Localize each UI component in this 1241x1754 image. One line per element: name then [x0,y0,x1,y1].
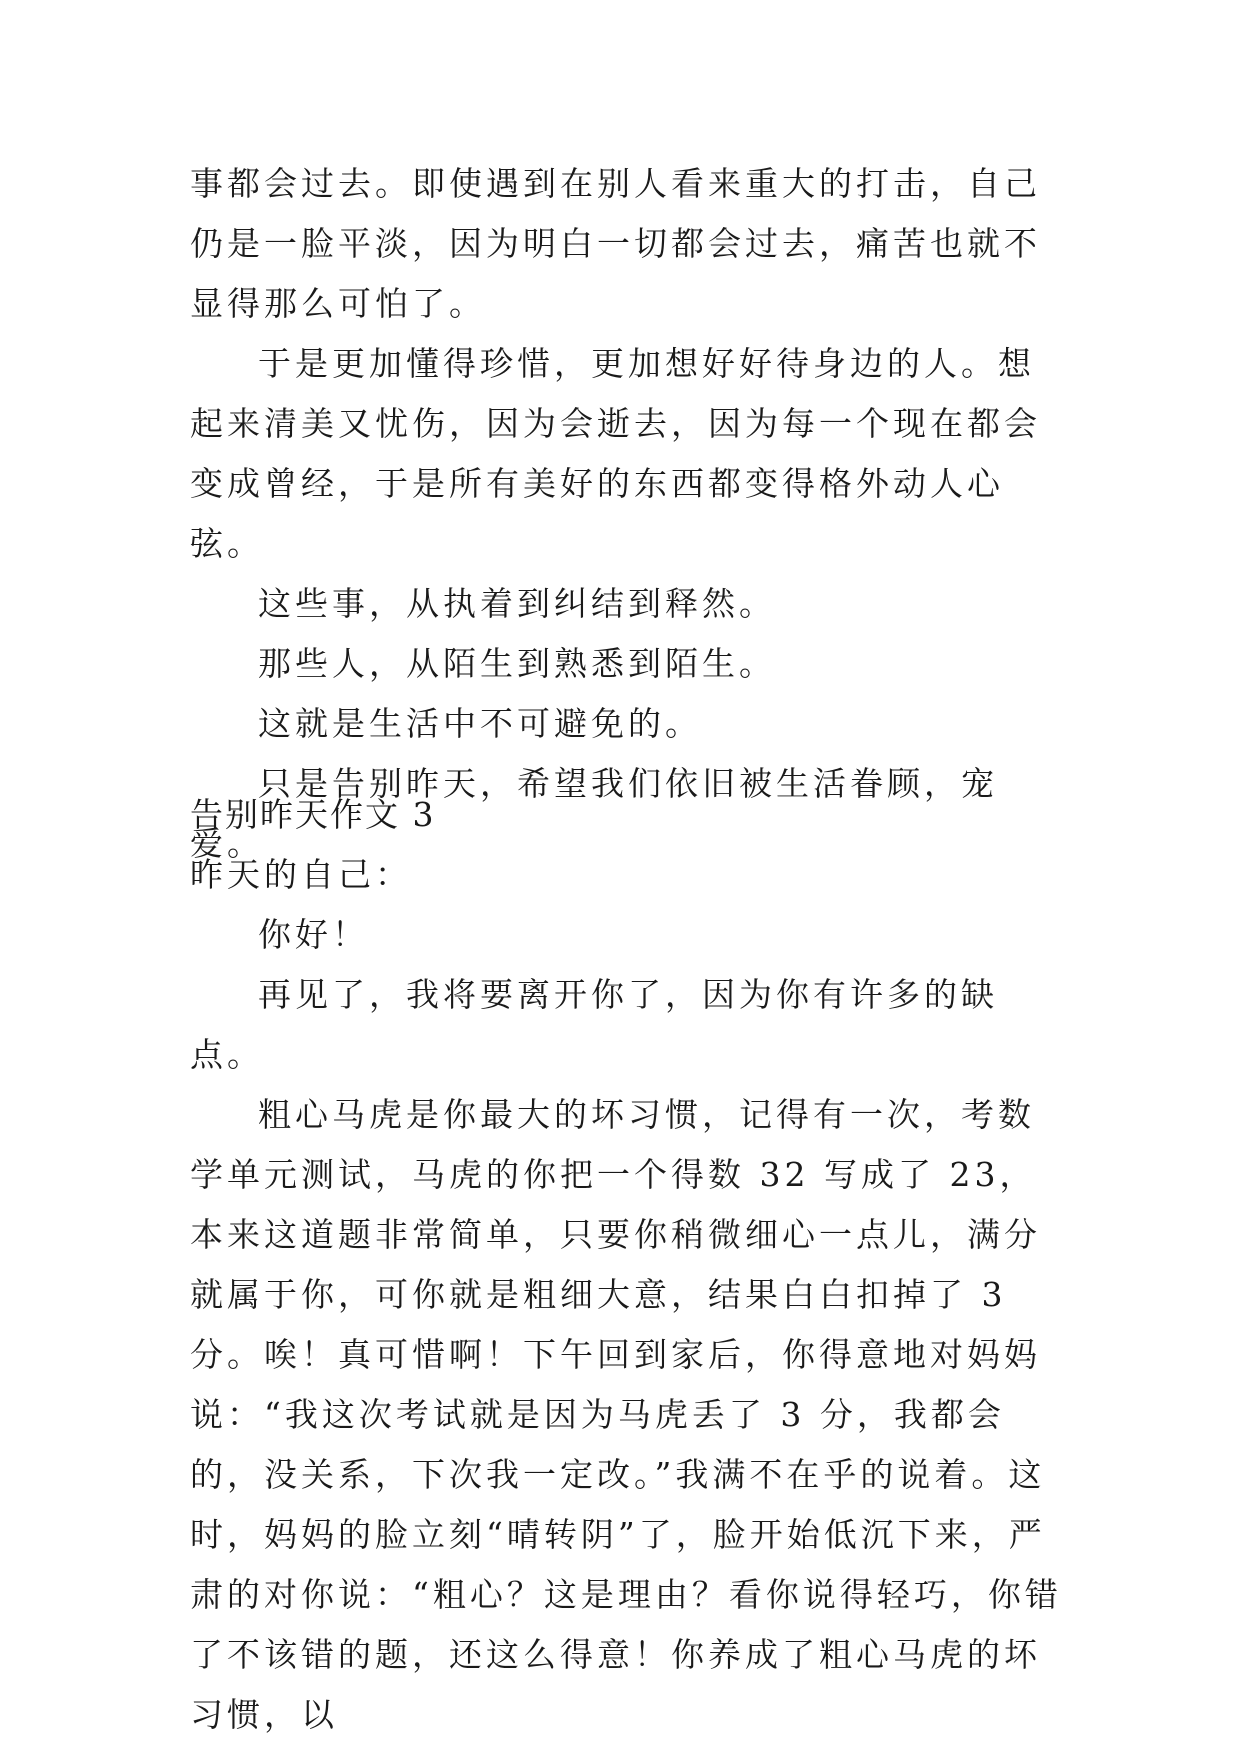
letter-salutation: 昨天的自己： [190,855,412,894]
paragraph-goodbye: 再见了，我将要离开你了，因为你有许多的缺点。 [190,975,998,1074]
paragraph-greeting: 你好！ [258,915,369,954]
paragraph-continuation: 事都会过去。即使遇到在别人看来重大的打击，自己仍是一脸平淡，因为明白一切都会过去，痛苦也就不显得那么可怕了。 [190,164,1041,323]
essay-section-continued [190,154,1070,874]
paragraph-careless-story: 粗心马虎是你最大的坏习惯，记得有一次，考数学单元测试，马虎的你把一个得数 32 写成了 23，本来这道题非常简单，只要你稍微细心一点儿，满分就属于你，可你就是粗细大意，结果白白扣掉了 3 分。唉！真可惜啊！下午回到家后，你得意地对妈妈说：“我这次考试就是因为马虎丢了 3 分，我都会的，没关系，下次我一定改。”我满不在乎的说着。这时，妈妈的脸立刻“晴转阴”了，脸开始低沉下来，严肃的对你说：“粗心？这是理由？看你说得轻巧，你错了不该错的题，还这么得意！你养成了粗心马虎的坏习惯，以 [190,1095,1062,1734]
paragraph-farewell-yesterday: 只是告别昨天，希望我们依旧被生活眷顾，宠爱。 [190,764,998,863]
paragraph-cherish: 于是更加懂得珍惜，更加想好好待身边的人。想起来清美又忧伤，因为会逝去，因为每一个现在都会变成曾经，于是所有美好的东西都变得格外动人心弦。 [190,344,1041,563]
paragraph-these-things: 这些事，从执着到纠结到释然。 [258,584,776,623]
essay-title: 告别昨天作文 3 [190,795,436,834]
paragraph-those-people: 那些人，从陌生到熟悉到陌生。 [258,644,776,683]
essay-section-three [190,785,1070,1745]
paragraph-unavoidable: 这就是生活中不可避免的。 [258,704,702,743]
